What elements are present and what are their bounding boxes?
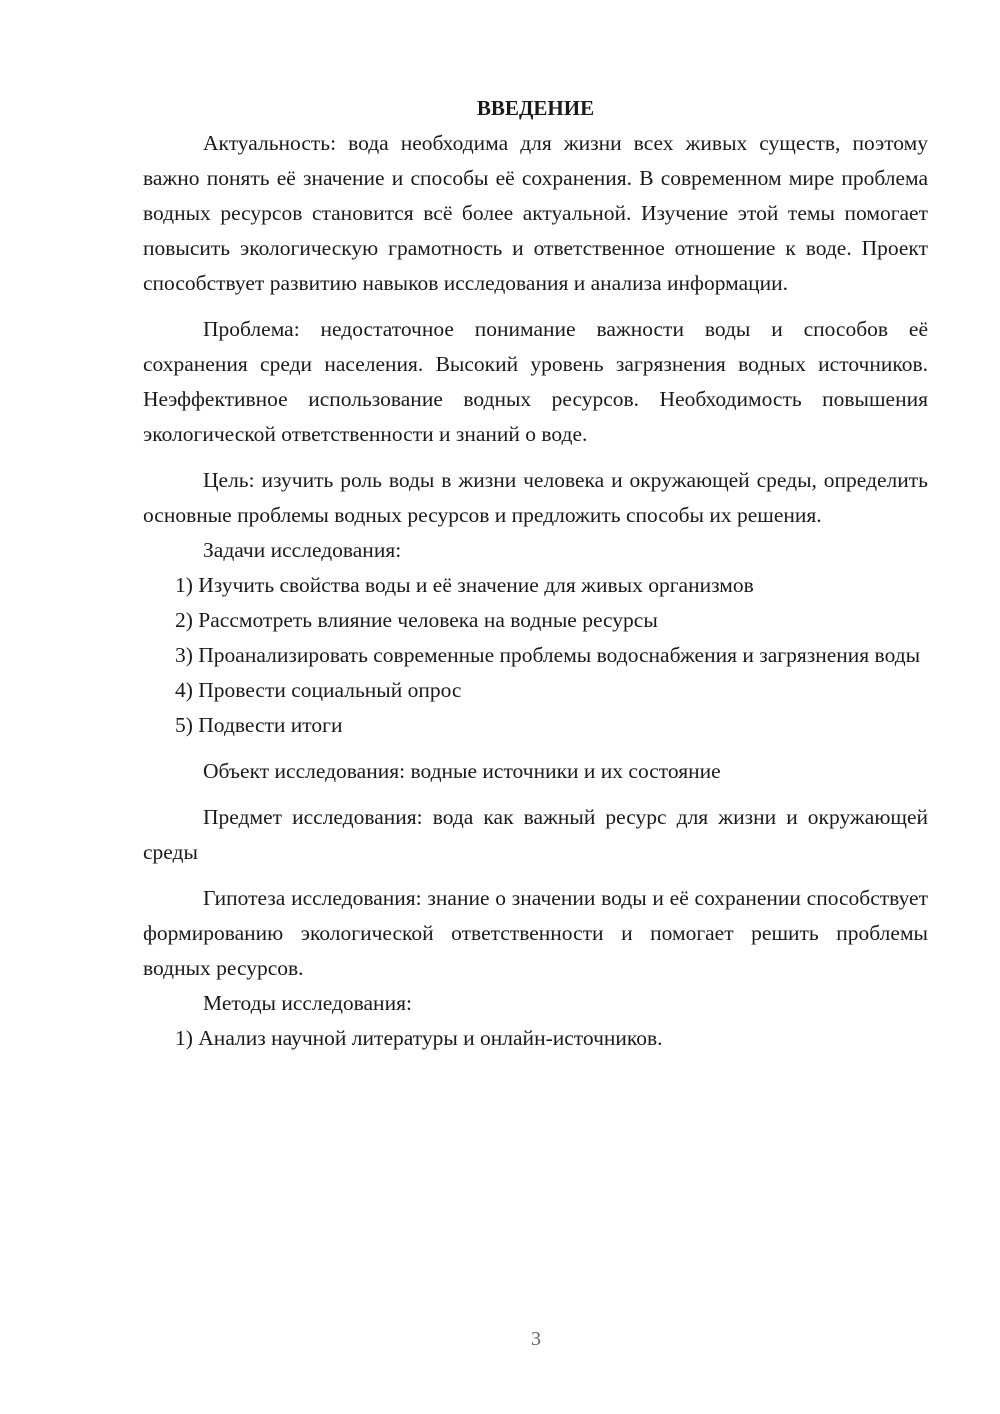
task-item-5: 5) Подвести итоги — [175, 713, 343, 737]
subject-paragraph: Предмет исследования: вода как важный ресурс для жизни и окружающей среды — [143, 805, 928, 864]
object-paragraph: Объект исследования: водные источники и их состояние — [203, 759, 721, 783]
task-item-2: 2) Рассмотреть влияние человека на водные ресурсы — [175, 608, 658, 632]
problem-paragraph: Проблема: недостаточное понимание важности воды и способов её сохранения среди населения. Высокий уровень загрязнения водных источников. Неэффективное использование водных ресурсов. Необходимость повышения экологической ответственности и знаний о воде. — [143, 317, 928, 446]
relevance-paragraph: Актуальность: вода необходима для жизни всех живых существ, поэтому важно понять её значение и способы её сохранения. В современном мире проблема водных ресурсов становится всё более актуальной. Изучение этой темы помогает повысить экологическую грамотность и ответственное отношение к воде. Проект способствует развитию навыков исследования и анализа информации. — [143, 131, 928, 295]
task-item-3: 3) Проанализировать современные проблемы водоснабжения и загрязнения воды — [175, 643, 921, 667]
method-item-1: 1) Анализ научной литературы и онлайн-источников. — [175, 1026, 663, 1050]
page-number: 3 — [531, 1328, 541, 1350]
page-body — [143, 91, 928, 1056]
tasks-heading: Задачи исследования: — [203, 538, 402, 562]
section-title: ВВЕДЕНИЕ — [476, 96, 595, 120]
methods-heading: Методы исследования: — [203, 991, 412, 1015]
task-item-4: 4) Провести социальный опрос — [175, 678, 462, 702]
task-item-1: 1) Изучить свойства воды и её значение для живых организмов — [175, 573, 754, 597]
hypothesis-paragraph: Гипотеза исследования: знание о значении воды и её сохранении способствует формированию экологической ответственности и помогает решить проблемы водных ресурсов. — [143, 886, 928, 980]
goal-paragraph: Цель: изучить роль воды в жизни человека и окружающей среды, определить основные проблемы водных ресурсов и предложить способы их решения. — [143, 468, 928, 527]
